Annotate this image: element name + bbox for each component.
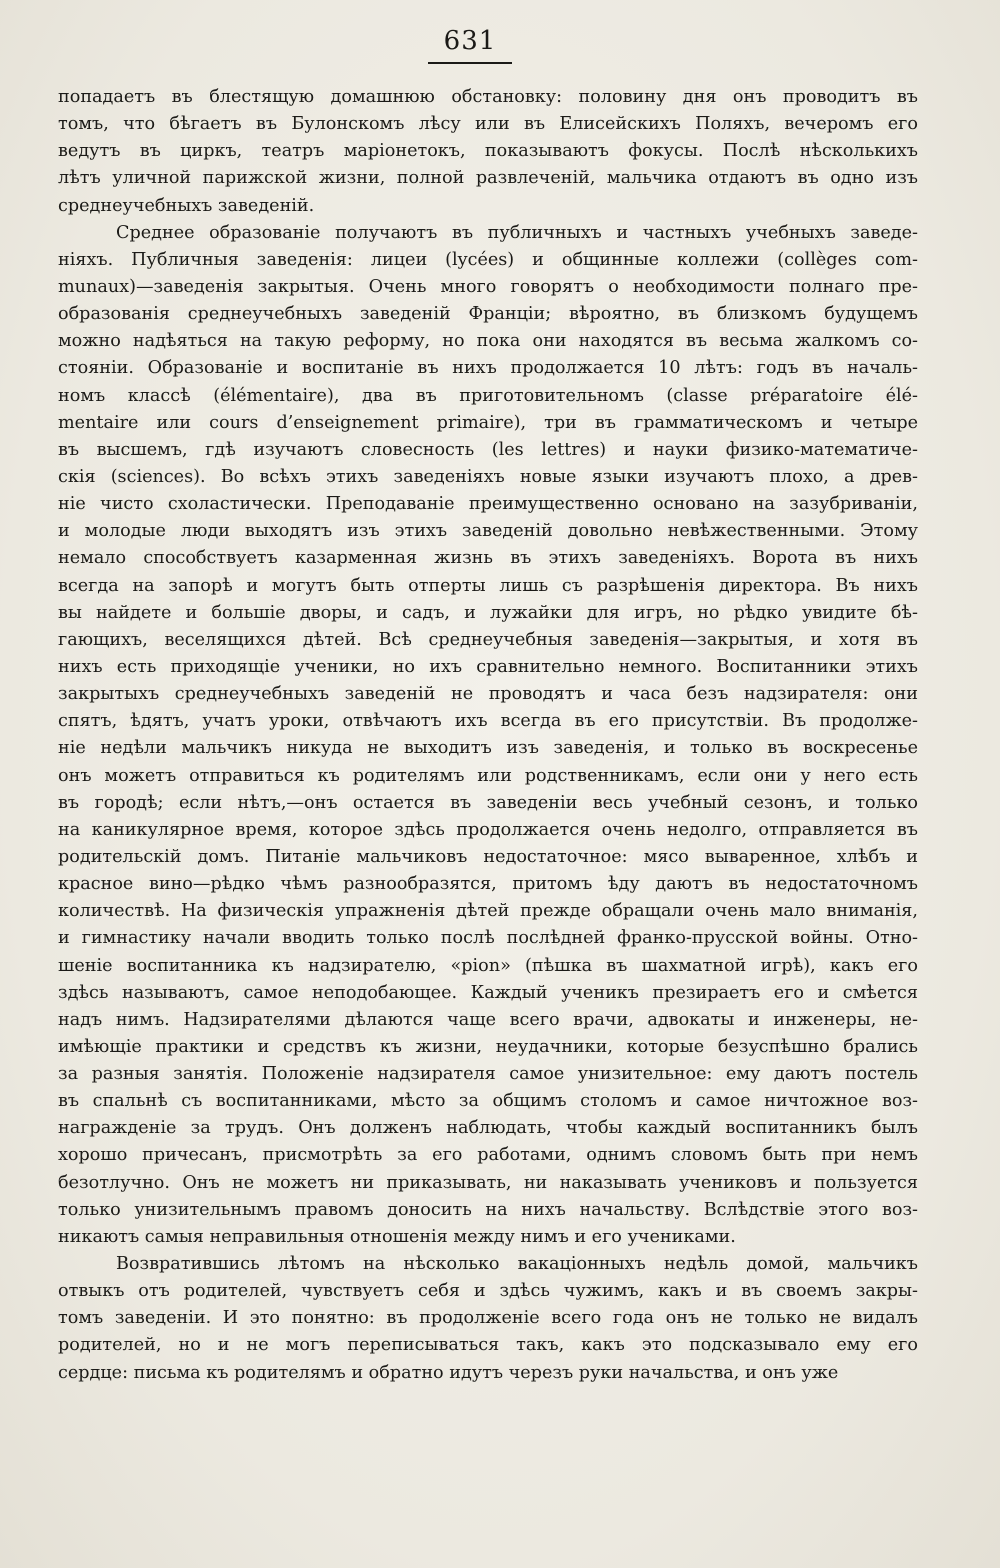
- text-line: среднеучебныхъ заведеній.: [58, 195, 315, 216]
- text-line: томъ, что бѣгаетъ въ Булонскомъ лѣсу или въ Елисейскихъ Поляхъ, вечеромъ его: [58, 114, 918, 135]
- text-line: нихъ есть приходящіе ученики, но ихъ сравнительно немного. Воспитанники этихъ: [58, 656, 918, 677]
- text-line: родительскій домъ. Питаніе мальчиковъ недостаточное: мясо вываренное, хлѣбъ и: [58, 846, 918, 867]
- text-line: скія (sciences). Во всѣхъ этихъ заведеніяхъ новые языки изучаютъ плохо, а древ-: [58, 466, 918, 487]
- text-line: красное вино—рѣдко чѣмъ разнообразятся, притомъ ѣду даютъ въ недостаточномъ: [58, 874, 918, 895]
- text-line: на каникулярное время, которое здѣсь продолжается очень недолго, отправляется въ: [58, 819, 918, 840]
- text-line: сердце: письма къ родителямъ и обратно идутъ черезъ руки начальства, и онъ уже: [58, 1362, 839, 1383]
- text-line: ніяхъ. Публичныя заведенія: лицеи (lycées) и общинные коллежи (collèges com-: [58, 249, 918, 270]
- text-line: можно надѣяться на такую реформу, но пока они находятся въ весьма жалкомъ со-: [58, 331, 918, 352]
- text-line: имѣющіе практики и средствъ къ жизни, неудачники, которые безуспѣшно брались: [58, 1036, 918, 1057]
- text-line: номъ классѣ (élémentaire), два въ приготовительномъ (classe préparatoire élé-: [58, 385, 918, 406]
- text-line: никаютъ самыя неправильныя отношенія между нимъ и его учениками.: [58, 1226, 736, 1247]
- text-line: munaux)—заведенія закрытыя. Очень много говорятъ о необходимости полнаго пре-: [58, 276, 918, 297]
- text-line: въ высшемъ, гдѣ изучаютъ словесность (les lettres) и науки физико-математиче-: [58, 439, 918, 460]
- text-line: въ спальнѣ съ воспитанниками, мѣсто за общимъ столомъ и самое ничтожное воз-: [58, 1091, 918, 1112]
- text-line: ніе чисто схоластически. Преподаваніе преимущественно основано на зазубриваніи,: [58, 494, 918, 515]
- text-line: немало способствуетъ казарменная жизнь въ этихъ заведеніяхъ. Ворота въ нихъ: [58, 548, 918, 569]
- text-line: безотлучно. Онъ не можетъ ни приказывать, ни наказывать учениковъ и пользуется: [58, 1172, 918, 1193]
- page-number-rule: [428, 62, 512, 64]
- text-line: награжденіе за трудъ. Онъ долженъ наблюдать, чтобы каждый воспитанникъ былъ: [58, 1118, 918, 1139]
- text-line: количествѣ. На физическія упражненія дѣтей прежде обращали очень мало вниманія,: [58, 901, 918, 922]
- text-line: стояніи. Образованіе и воспитаніе въ нихъ продолжается 10 лѣтъ: годъ въ началь-: [58, 358, 918, 379]
- text-line: закрытыхъ среднеучебныхъ заведеній не проводятъ и часа безъ надзирателя: они: [58, 684, 918, 705]
- body-text: [58, 84, 918, 1387]
- page-number: 631: [443, 26, 497, 56]
- text-line: Среднее образованіе получаютъ въ публичныхъ и частныхъ учебныхъ заведе-: [116, 222, 918, 243]
- text-line: попадаетъ въ блестящую домашнюю обстановку: половину дня онъ проводитъ въ: [58, 87, 918, 107]
- text-line: ніе недѣли мальчикъ никуда не выходитъ изъ заведенія, и только въ воскресенье: [58, 738, 918, 759]
- text-line: родителей, но и не могъ переписываться такъ, какъ это подсказывало ему его: [58, 1335, 918, 1356]
- text-line: хорошо причесанъ, присмотрѣть за его работами, однимъ словомъ быть при немъ: [58, 1145, 918, 1166]
- text-line: и гимнастику начали вводить только послѣ послѣдней франко-прусской войны. Отно-: [58, 928, 918, 949]
- text-line: въ городѣ; если нѣтъ,—онъ остается въ заведеніи весь учебный сезонъ, и только: [58, 792, 918, 813]
- text-line: надъ нимъ. Надзирателями дѣлаются чаще всего врачи, адвокаты и инженеры, не-: [58, 1009, 918, 1030]
- text-line: отвыкъ отъ родителей, чувствуетъ себя и здѣсь чужимъ, какъ и въ своемъ закры-: [58, 1281, 918, 1302]
- text-line: за разныя занятія. Положеніе надзирателя самое унизительное: ему даютъ постель: [58, 1064, 918, 1085]
- text-line: mentaire или cours d’enseignement primaire), три въ грамматическомъ и четыре: [58, 412, 918, 433]
- text-line: всегда на запорѣ и могутъ быть отперты лишь съ разрѣшенія директора. Въ нихъ: [58, 575, 918, 596]
- text-line: онъ можетъ отправиться къ родителямъ или родственникамъ, если они у него есть: [58, 765, 918, 786]
- text-line: спятъ, ѣдятъ, учатъ уроки, отвѣчаютъ ихъ всегда въ его присутствіи. Въ продолже-: [58, 711, 918, 732]
- text-line: гающихъ, веселящихся дѣтей. Всѣ среднеучебныя заведенія—закрытыя, и хотя въ: [58, 629, 918, 650]
- text-line: здѣсь называютъ, самое неподобающее. Каждый ученикъ презираетъ его и смѣется: [58, 982, 918, 1003]
- text-line: Возвратившись лѣтомъ на нѣсколько вакаціонныхъ недѣль домой, мальчикъ: [116, 1254, 918, 1275]
- text-line: только унизительнымъ правомъ доносить на нихъ начальству. Вслѣдствіе этого воз-: [58, 1199, 918, 1220]
- text-line: томъ заведеніи. И это понятно: въ продолженіе всего года онъ не только не видалъ: [58, 1308, 918, 1329]
- text-line: вы найдете и большіе дворы, и садъ, и лужайки для игръ, но рѣдко увидите бѣ-: [58, 602, 918, 623]
- text-line: ведутъ въ циркъ, театръ маріонетокъ, показываютъ фокусы. Послѣ нѣсколькихъ: [58, 141, 918, 162]
- text-line: лѣтъ уличной парижской жизни, полной развлеченій, мальчика отдаютъ въ одно изъ: [58, 168, 918, 189]
- text-line: образованія среднеучебныхъ заведеній Франціи; вѣроятно, въ близкомъ будущемъ: [58, 304, 918, 325]
- text-line: и молодые люди выходятъ изъ этихъ заведеній довольно невѣжественными. Этому: [58, 521, 918, 542]
- text-line: шеніе воспитанника къ надзирателю, «pion» (пѣшка въ шахматной игрѣ), какъ его: [58, 955, 918, 976]
